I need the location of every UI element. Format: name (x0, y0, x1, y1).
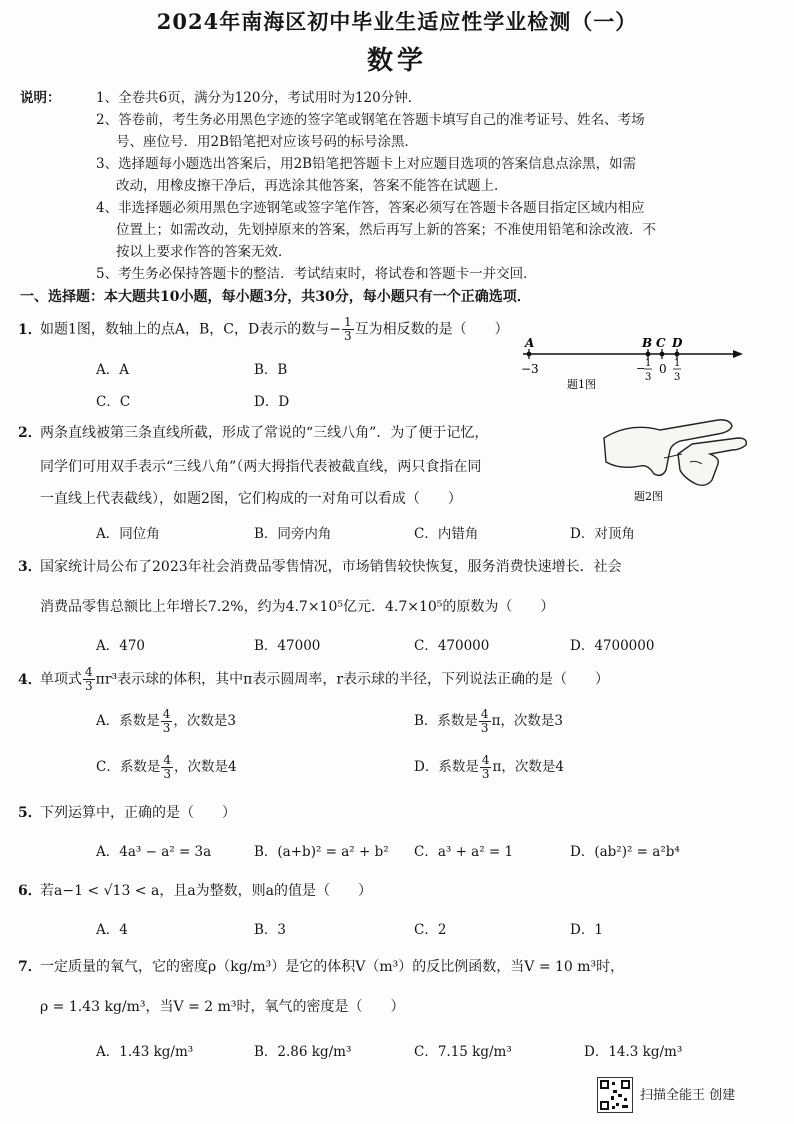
fraction (480, 754, 492, 781)
option-d: D．(ab²)² = a²b⁴ (570, 844, 680, 860)
question-text: 国家统计局公布了2023年社会消费品零售情况，市场销售较快恢复，服务消费快速增长．社会 (40, 559, 622, 575)
option-d: D．14.3 kg/m³ (584, 1044, 683, 1060)
instruction-item: 2、答卷前，考生务必用黑色字迹的签字笔或钢笔在答题卡填写自己的准考证号、姓名、考场 (96, 112, 645, 128)
hands-figure (600, 414, 750, 506)
question-text: 下列运算中，正确的是（ ） (40, 805, 236, 821)
option-text: D．系数是 (414, 759, 479, 775)
svg-text:3: 3 (674, 372, 681, 383)
instruction-item: 位置上；如需改动，先划掉原来的答案，然后再写上新的答案；不准使用铅笔和涂改液．不 (116, 222, 656, 238)
question-number: 6． (18, 883, 42, 899)
svg-text:3: 3 (645, 372, 652, 383)
point-label-c: C (656, 336, 666, 350)
option-d: D．1 (570, 922, 603, 938)
question-number: 1． (18, 321, 42, 338)
fraction (83, 666, 95, 693)
question-2 (18, 422, 488, 442)
question-text: 互为相反数的是（ ） (354, 321, 509, 338)
subject-title: 数学 (366, 46, 427, 76)
question-3 (18, 556, 622, 576)
question-text: 如题1图，数轴上的点A，B，C，D表示的数与 (40, 321, 330, 338)
svg-text:1: 1 (674, 358, 681, 369)
number-line-figure (515, 336, 745, 402)
option-c: C．C (96, 394, 131, 410)
figure-caption: 题2图 (634, 490, 663, 503)
fraction (161, 708, 173, 735)
option-a: A．A (96, 362, 129, 378)
point-label-b: B (642, 336, 653, 350)
hand-icon (678, 438, 746, 485)
option-b (414, 708, 563, 735)
option-c (96, 754, 237, 781)
option-a: A．4 (96, 922, 128, 938)
question-4 (18, 666, 609, 693)
scanner-watermark: 扫描全能王 创建 (640, 1088, 736, 1103)
option-c: C．2 (414, 922, 447, 938)
option-b: B．3 (254, 922, 287, 938)
question-text: πr³表示球的体积，其中π表示圆周率，r表示球的半径，下列说法正确的是（ ） (95, 671, 610, 688)
option-text: C．系数是 (96, 759, 161, 775)
option-text: π (491, 713, 501, 729)
question-5 (18, 802, 236, 822)
option-text: π (492, 759, 502, 775)
option-a: A．470 (96, 638, 146, 654)
option-c: C．7.15 kg/m³ (414, 1044, 512, 1060)
svg-text:1: 1 (645, 358, 652, 369)
question-number: 7． (18, 959, 42, 975)
question-text: ρ = 1.43 kg/m³，当V = 2 m³时，氧气的密度是（ ） (40, 999, 405, 1015)
question-text: 若a−1 < √13 < a，且a为整数，则a的值是（ ） (40, 883, 373, 899)
question-1 (18, 316, 509, 343)
option-text: ，次数是4 (501, 759, 564, 775)
option-d: D．D (254, 394, 290, 410)
option-b: B．(a+b)² = a² + b² (254, 844, 389, 860)
section-heading: 一、选择题：本大题共10小题，每小题3分，共30分，每小题只有一个正确选项． (20, 289, 531, 305)
instruction-item: 5、考生务必保持答题卡的整洁．考试结束时，将试卷和答题卡一并交回． (96, 266, 537, 282)
tick-label: 0 (659, 362, 667, 376)
option-d (414, 754, 564, 781)
question-text: 一直线上代表截线），如题2图，它们构成的一对角可以看成（ ） (40, 491, 462, 507)
option-text: ，次数是3 (500, 713, 564, 729)
question-number: 2． (18, 425, 42, 441)
minus-sign: − (329, 321, 341, 338)
option-text: A．系数是 (96, 713, 160, 729)
question-6 (18, 880, 372, 900)
denominator: 3 (162, 721, 171, 735)
option-b: B．同旁内角 (254, 526, 332, 542)
exam-title: 2024年南海区初中毕业生适应性学业检测（一） (156, 9, 638, 34)
question-text: 单项式 (40, 671, 82, 688)
option-b: B．B (254, 362, 288, 378)
denominator: 3 (85, 679, 93, 693)
denominator: 3 (481, 767, 490, 781)
denominator: 3 (343, 329, 352, 343)
instruction-item: 按以上要求作答的答案无效． (116, 244, 292, 260)
denominator: 3 (480, 721, 489, 735)
fraction (161, 754, 173, 781)
instruction-item: 1、全卷共6页，满分为120分，考试用时为120分钟． (96, 90, 422, 106)
numerator: 4 (85, 665, 93, 679)
option-text: ，次数是4 (173, 759, 237, 775)
option-a: A．同位角 (96, 526, 160, 542)
numerator: 4 (162, 707, 171, 721)
option-text: ，次数是3 (173, 713, 236, 729)
option-text: B．系数是 (414, 713, 478, 729)
instruction-item: 3、选择题每小题选出答案后，用2B铅笔把答题卡上对应题目选项的答案信息点涂黑，如需 (96, 156, 637, 172)
option-a: A．1.43 kg/m³ (96, 1044, 194, 1060)
point-label-d: D (672, 336, 683, 350)
numerator: 4 (480, 707, 489, 721)
fraction (342, 316, 354, 343)
question-number: 5． (18, 805, 42, 821)
fraction (479, 708, 491, 735)
option-d: D．4700000 (570, 638, 655, 654)
option-b: B．2.86 kg/m³ (254, 1044, 352, 1060)
numerator: 4 (163, 753, 171, 767)
point-label-a: A (525, 336, 535, 350)
option-c: C．470000 (414, 638, 490, 654)
instruction-item: 4、非选择题必须用黑色字迹钢笔或签字笔作答，答案必须写在答题卡各题目指定区域内相应 (96, 200, 645, 216)
option-a: A．4a³ − a² = 3a (96, 844, 212, 860)
qr-code-icon (597, 1077, 633, 1113)
option-b: B．47000 (254, 638, 321, 654)
option-c: C．a³ + a² = 1 (414, 844, 514, 860)
svg-text:−: − (636, 362, 646, 375)
question-text: 一定质量的氧气，它的密度ρ（kg/m³）是它的体积V（m³）的反比例函数，当V = 10 m³时， (40, 959, 625, 975)
option-d: D．对顶角 (570, 526, 635, 542)
denominator: 3 (163, 767, 171, 781)
question-text: 同学们可用双手表示“三线八角”（两大拇指代表被截直线，两只食指在同 (40, 459, 482, 475)
option-c: C．内错角 (414, 526, 479, 542)
numerator: 1 (343, 315, 352, 329)
question-text: 两条直线被第三条直线所截，形成了常说的“三线八角”．为了便于记忆， (40, 425, 489, 441)
option-a (96, 708, 236, 735)
axis-arrow-icon (733, 350, 743, 358)
tick-label: −3 (521, 362, 539, 376)
question-number: 3． (18, 559, 42, 575)
question-text: 消费品零售总额比上年增长7.2%，约为4.7×10⁵亿元．4.7×10⁵的原数为（ ） (40, 599, 555, 615)
instruction-item: 号、座位号．用2B铅笔把对应该号码的标号涂黑． (116, 134, 419, 150)
numerator: 4 (481, 753, 490, 767)
instruction-item: 改动，用橡皮擦干净后，再选涂其他答案，答案不能答在试题上． (116, 178, 508, 194)
figure-caption: 题1图 (567, 378, 596, 391)
question-7 (18, 956, 624, 976)
question-number: 4． (18, 671, 42, 688)
instructions-heading: 说明： (20, 90, 61, 106)
